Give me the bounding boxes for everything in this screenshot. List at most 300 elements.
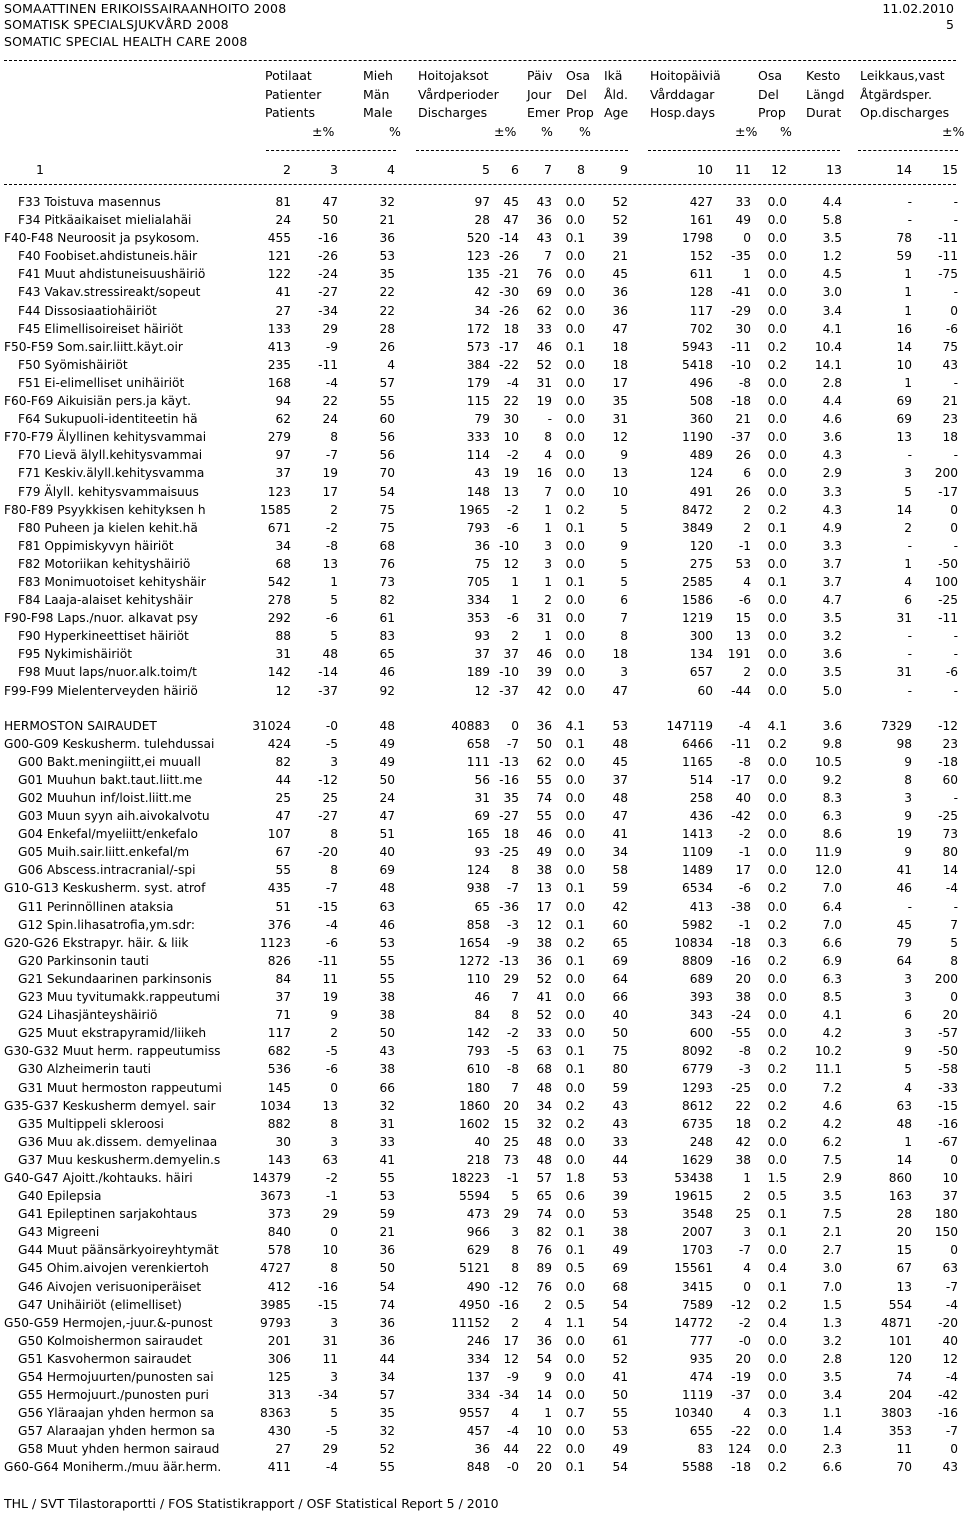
table-cell: -2 — [325, 520, 338, 535]
table-cell: 18 — [503, 321, 519, 336]
table-cell: 48 — [612, 791, 628, 805]
table-cell: 0 — [950, 502, 958, 517]
table-cell: -0 — [325, 718, 338, 733]
table-cell: 189 — [466, 665, 490, 680]
table-cell: 40 — [942, 1333, 958, 1348]
table-cell: 0.0 — [565, 1424, 585, 1439]
table-cell: 15 — [503, 1116, 519, 1131]
table-cell: 353 — [888, 1424, 912, 1439]
table-cell: 0 — [950, 990, 958, 1005]
table-cell: 38 — [379, 1062, 395, 1077]
table-cell: -29 — [731, 303, 751, 318]
table-cell: 0.1 — [565, 231, 585, 246]
data-table — [0, 193, 960, 1477]
table-cell: 78 — [896, 231, 912, 246]
table-row — [0, 1422, 960, 1440]
table-cell: 80 — [942, 845, 958, 860]
table-cell: 40 — [735, 791, 751, 805]
table-cell: 13 — [735, 629, 751, 644]
table-cell: 1 — [904, 267, 912, 282]
table-cell: 8363 — [259, 1406, 291, 1421]
table-cell: 36 — [379, 1333, 395, 1348]
table-cell: -4 — [506, 1424, 519, 1439]
table-row — [0, 1205, 960, 1223]
table-cell: 31024 — [252, 718, 291, 733]
table-cell: 19 — [896, 827, 912, 842]
table-cell: 16 — [536, 466, 552, 481]
table-cell: 2 — [743, 520, 751, 535]
row-label: G00-G09 Keskusherm. tulehdussai — [4, 736, 215, 751]
table-cell: 10 — [896, 357, 912, 372]
table-cell: -25 — [938, 809, 958, 824]
table-cell: 0.0 — [565, 863, 585, 878]
table-cell: 9 — [620, 448, 628, 463]
table-cell: 5594 — [458, 1189, 490, 1204]
table-cell: 4.6 — [822, 412, 842, 427]
table-cell: -16 — [318, 231, 338, 246]
table-cell: 163 — [888, 1189, 912, 1204]
table-cell: -4 — [945, 1297, 958, 1312]
table-cell: 46 — [896, 881, 912, 896]
table-cell: -10 — [499, 665, 519, 680]
table-cell: 52 — [612, 1351, 628, 1366]
table-cell: 0.0 — [767, 321, 787, 336]
table-row — [0, 1151, 960, 1169]
table-cell: -4 — [325, 917, 338, 932]
table-cell: 0.2 — [565, 502, 585, 517]
table-cell: 18 — [942, 430, 958, 445]
table-cell: 52 — [536, 1008, 552, 1023]
table-cell: 44 — [379, 1351, 395, 1366]
table-cell: 32 — [536, 1116, 552, 1131]
table-cell: 258 — [689, 791, 713, 805]
table-cell: 2.9 — [822, 1170, 842, 1185]
row-label: F90-F98 Laps./nuor. alkavat psy — [4, 611, 198, 626]
table-cell: 0.2 — [565, 1098, 585, 1113]
table-cell: 0.0 — [767, 1243, 787, 1258]
table-row — [0, 898, 960, 916]
row-label: G30-G32 Muut herm. rappeutumiss — [4, 1044, 221, 1059]
table-cell: 1654 — [458, 935, 490, 950]
table-cell: 29 — [322, 321, 338, 336]
table-cell: 7 — [511, 990, 519, 1005]
table-cell: 10 — [322, 1243, 338, 1258]
column-number: 10 — [697, 162, 713, 177]
table-cell: 7.5 — [822, 1207, 842, 1222]
table-cell: 0.0 — [767, 267, 787, 282]
table-cell: 0.1 — [565, 339, 585, 354]
table-cell: -24 — [318, 267, 338, 282]
table-cell: 0.1 — [565, 520, 585, 535]
table-cell: 3 — [904, 990, 912, 1005]
table-cell: 13 — [536, 881, 552, 896]
table-cell: 0.0 — [767, 754, 787, 769]
table-cell: 1 — [904, 375, 912, 390]
table-cell: 55 — [379, 1460, 395, 1475]
table-cell: 8 — [511, 1243, 519, 1258]
table-cell: 65 — [379, 647, 395, 662]
table-cell: 148 — [466, 484, 490, 499]
table-cell: 0.0 — [565, 285, 585, 300]
table-cell: 25 — [735, 1207, 751, 1222]
row-label: F83 Monimuotoiset kehityshäir — [18, 574, 206, 589]
table-cell: 0.0 — [767, 213, 787, 228]
table-cell: -6 — [945, 665, 958, 680]
table-cell: 0.1 — [565, 953, 585, 968]
table-cell: 0.0 — [767, 538, 787, 553]
table-cell: 44 — [612, 1152, 628, 1167]
table-cell: 3.6 — [822, 430, 842, 445]
table-cell: -37 — [499, 683, 519, 698]
row-label: G43 Migreeni — [18, 1225, 100, 1240]
table-cell: -5 — [325, 736, 338, 751]
table-cell: -8 — [325, 538, 338, 553]
table-cell: 49 — [735, 213, 751, 228]
table-cell: 13 — [503, 484, 519, 499]
table-cell: 702 — [689, 321, 713, 336]
table-cell: -25 — [938, 593, 958, 608]
column-header-9-line-1: Kesto — [806, 68, 841, 83]
table-cell: 6735 — [681, 1116, 713, 1131]
table-cell: 0.0 — [767, 845, 787, 860]
table-cell: 111 — [466, 754, 490, 769]
table-cell: 24 — [322, 412, 338, 427]
table-cell: -50 — [938, 1044, 958, 1059]
table-cell: 4 — [743, 574, 751, 589]
table-cell: 36 — [379, 1315, 395, 1330]
table-cell: 76 — [379, 556, 395, 571]
table-cell: 47 — [612, 809, 628, 824]
table-cell: 334 — [466, 593, 490, 608]
table-cell: 0.0 — [565, 683, 585, 698]
table-cell: 52 — [379, 1442, 395, 1457]
table-cell: -4 — [325, 1460, 338, 1475]
table-cell: 4 — [544, 448, 552, 463]
table-cell: 218 — [466, 1152, 490, 1167]
table-cell: 17 — [735, 863, 751, 878]
table-cell: 59 — [379, 1207, 395, 1222]
table-cell: 124 — [727, 1442, 751, 1457]
header-divider — [4, 60, 956, 61]
table-cell: -5 — [325, 1044, 338, 1059]
table-cell: 0.2 — [767, 1098, 787, 1113]
column-header-3-line-2: Vårdperioder — [418, 86, 499, 102]
table-cell: 840 — [267, 1225, 291, 1240]
table-cell: 147119 — [666, 718, 713, 733]
table-cell: 0.0 — [565, 195, 585, 209]
table-cell: -34 — [318, 303, 338, 318]
column-number: 5 — [482, 162, 490, 177]
table-cell: 3.0 — [822, 285, 842, 300]
row-label: G31 Muut hermoston rappeutumi — [18, 1080, 222, 1095]
table-cell: 3 — [904, 791, 912, 805]
table-cell: 0.0 — [565, 772, 585, 787]
table-cell: 0.0 — [767, 990, 787, 1005]
table-cell: 0 — [743, 1279, 751, 1294]
table-cell: 180 — [934, 1207, 958, 1222]
table-cell: 22 — [503, 394, 519, 409]
table-cell: 0.2 — [767, 736, 787, 751]
table-cell: 83 — [379, 629, 395, 644]
table-cell: 31 — [612, 412, 628, 427]
table-cell: 55 — [379, 1170, 395, 1185]
table-cell: 27 — [275, 1442, 291, 1457]
table-cell: -4 — [325, 375, 338, 390]
footer-source: THL / SVT Tilastoraportti / FOS Statistikrapport / OSF Statistical Report 5 / 2010 — [4, 1496, 499, 1511]
table-cell: -16 — [499, 772, 519, 787]
table-cell: 3.7 — [822, 556, 842, 571]
table-cell: 658 — [466, 736, 490, 751]
table-cell: 0.2 — [767, 917, 787, 932]
column-header-10-line-2: Åtgärdsper. — [860, 86, 933, 102]
table-cell: 36 — [612, 285, 628, 300]
table-cell: 23 — [942, 736, 958, 751]
table-cell: 0.0 — [767, 1388, 787, 1403]
table-cell: 65 — [612, 935, 628, 950]
table-cell: 2007 — [681, 1225, 713, 1240]
table-row — [0, 302, 960, 320]
table-cell: 69 — [612, 1261, 628, 1276]
table-cell: 14 — [896, 339, 912, 354]
table-cell: 0.0 — [565, 1207, 585, 1222]
column-number: 4 — [387, 162, 395, 177]
table-cell: 682 — [267, 1044, 291, 1059]
table-cell: 3849 — [681, 520, 713, 535]
table-cell: 8 — [330, 863, 338, 878]
table-cell: 55 — [379, 971, 395, 986]
table-row — [0, 1133, 960, 1151]
table-cell: 74 — [536, 791, 552, 805]
table-cell: 0.0 — [767, 1080, 787, 1095]
table-cell: 6 — [904, 593, 912, 608]
table-cell: 172 — [466, 321, 490, 336]
table-cell: 11 — [322, 1351, 338, 1366]
table-cell: 2 — [904, 520, 912, 535]
table-cell: 49 — [612, 1243, 628, 1258]
table-row — [0, 753, 960, 771]
table-cell: 353 — [466, 611, 490, 626]
table-cell: 0.0 — [767, 394, 787, 409]
table-cell: 36 — [474, 1442, 490, 1457]
table-cell: 0.0 — [767, 611, 787, 626]
table-row — [0, 843, 960, 861]
table-cell: 40 — [612, 1008, 628, 1023]
table-cell: -9 — [506, 1370, 519, 1384]
column-number: 13 — [826, 162, 842, 177]
table-cell: -18 — [731, 1460, 751, 1475]
table-cell: 6466 — [681, 736, 713, 751]
table-cell: 15561 — [674, 1261, 713, 1276]
column-header-3-line-1: Hoitojaksot — [418, 68, 489, 83]
table-cell: -6 — [325, 1062, 338, 1077]
table-cell: 600 — [689, 1026, 713, 1041]
table-cell: 52 — [612, 195, 628, 209]
table-cell: 473 — [466, 1207, 490, 1222]
table-cell: 5588 — [681, 1460, 713, 1475]
table-cell: 37 — [474, 647, 490, 662]
table-cell: 38 — [735, 1152, 751, 1167]
table-cell: 0 — [330, 1225, 338, 1240]
table-cell: 49 — [379, 754, 395, 769]
table-row — [0, 1024, 960, 1042]
table-cell: - — [953, 683, 958, 698]
table-cell: 54 — [612, 1297, 628, 1312]
table-cell: -15 — [318, 899, 338, 914]
table-cell: 0.4 — [767, 1315, 787, 1330]
table-cell: 0.1 — [565, 1062, 585, 1077]
table-cell: 68 — [379, 538, 395, 553]
table-cell: 3415 — [681, 1279, 713, 1294]
table-cell: 93 — [474, 629, 490, 644]
table-cell: 573 — [466, 339, 490, 354]
table-cell: 0 — [950, 1243, 958, 1258]
table-row — [0, 807, 960, 825]
table-cell: 56 — [379, 448, 395, 463]
table-cell: 0.0 — [565, 791, 585, 805]
table-cell: 1 — [544, 574, 552, 589]
table-cell: 49 — [536, 845, 552, 860]
table-row — [0, 1259, 960, 1277]
table-cell: 38 — [612, 1225, 628, 1240]
table-cell: 7 — [950, 917, 958, 932]
table-cell: 384 — [466, 357, 490, 372]
table-cell: 376 — [267, 917, 291, 932]
table-cell: 200 — [934, 466, 958, 481]
table-cell: -4 — [945, 881, 958, 896]
table-row — [0, 717, 960, 735]
table-cell: 8 — [511, 1008, 519, 1023]
table-cell: 5 — [620, 556, 628, 571]
table-cell: 14 — [536, 1388, 552, 1403]
table-cell: 0.0 — [767, 412, 787, 427]
table-cell: 5 — [620, 502, 628, 517]
table-cell: 938 — [466, 881, 490, 896]
table-cell: 33 — [612, 1134, 628, 1149]
table-row — [0, 265, 960, 283]
table-cell: 59 — [612, 1080, 628, 1095]
table-cell: 48 — [896, 1116, 912, 1131]
table-cell: 28 — [379, 321, 395, 336]
table-cell: 50 — [612, 1388, 628, 1403]
table-cell: 5 — [904, 484, 912, 499]
row-label: G54 Hermojuurten/punosten sai — [18, 1370, 214, 1384]
table-cell: 29 — [503, 971, 519, 986]
row-label: G41 Epileptinen sarjakohtaus — [18, 1207, 198, 1222]
table-cell: 53 — [612, 1424, 628, 1439]
table-cell: 41 — [612, 827, 628, 842]
table-cell: 69 — [896, 412, 912, 427]
table-row — [0, 320, 960, 338]
table-cell: 313 — [267, 1388, 291, 1403]
row-label: G40 Epilepsia — [18, 1189, 102, 1204]
row-label: F41 Muut ahdistuneisuushäiriö — [18, 267, 206, 282]
table-cell: 47 — [612, 683, 628, 698]
report-title-fi: SOMAATTINEN ERIKOISSAIRAANHOITO 2008 — [4, 1, 287, 16]
table-cell: 88 — [275, 629, 291, 644]
table-cell: 142 — [466, 1026, 490, 1041]
table-cell: 56 — [474, 772, 490, 787]
table-cell: 0.0 — [565, 1442, 585, 1457]
table-cell: 55 — [612, 1406, 628, 1421]
table-cell: 168 — [267, 375, 291, 390]
table-cell: 56 — [379, 430, 395, 445]
row-label: G56 Yläraajan yhden hermon sa — [18, 1406, 215, 1421]
table-cell: - — [907, 683, 912, 698]
table-cell: 7329 — [880, 718, 912, 733]
table-cell: 45 — [896, 917, 912, 932]
table-cell: 393 — [689, 990, 713, 1005]
table-cell: -36 — [499, 899, 519, 914]
table-cell: 12 — [942, 1351, 958, 1366]
table-cell: 1190 — [681, 430, 713, 445]
table-cell: 55 — [379, 953, 395, 968]
table-cell: 0.0 — [767, 303, 787, 318]
table-cell: 333 — [466, 430, 490, 445]
table-cell: 0.4 — [767, 1261, 787, 1276]
table-cell: 21 — [735, 412, 751, 427]
table-cell: 0.0 — [565, 1152, 585, 1167]
table-cell: -6 — [506, 520, 519, 535]
table-row — [0, 573, 960, 591]
table-cell: 0.0 — [565, 1134, 585, 1149]
table-cell: -24 — [731, 1008, 751, 1023]
row-label: G36 Muu ak.dissem. demyelinaa — [18, 1134, 218, 1149]
table-row — [0, 916, 960, 934]
table-cell: -4 — [945, 1370, 958, 1384]
row-label: G10-G13 Keskusherm. syst. atrof — [4, 881, 206, 896]
table-cell: 334 — [466, 1351, 490, 1366]
table-cell: -15 — [938, 1098, 958, 1113]
table-cell: -0 — [506, 1460, 519, 1475]
table-cell: 69 — [474, 809, 490, 824]
table-cell: 0 — [950, 1152, 958, 1167]
table-cell: 34 — [275, 538, 291, 553]
table-cell: 2585 — [681, 574, 713, 589]
unit-label: % — [389, 124, 401, 139]
table-cell: 9 — [904, 754, 912, 769]
table-cell: 5 — [330, 1406, 338, 1421]
table-cell: 7.0 — [822, 881, 842, 896]
column-number: 9 — [620, 162, 628, 177]
table-cell: 66 — [379, 1080, 395, 1095]
table-cell: 36 — [536, 718, 552, 733]
table-cell: -10 — [731, 357, 751, 372]
table-cell: 4 — [387, 357, 395, 372]
table-cell: 292 — [267, 611, 291, 626]
table-row — [0, 609, 960, 627]
table-cell: 145 — [267, 1080, 291, 1095]
table-row — [0, 1440, 960, 1458]
row-label: F60-F69 Aikuisiän pers.ja käyt. — [4, 394, 192, 409]
table-cell: 121 — [267, 249, 291, 264]
table-cell: -50 — [938, 556, 958, 571]
table-cell: 3 — [904, 466, 912, 481]
table-cell: 41 — [536, 990, 552, 1005]
table-cell: -15 — [318, 1297, 338, 1312]
table-cell: 1489 — [681, 863, 713, 878]
table-cell: 63 — [536, 1044, 552, 1059]
table-cell: -55 — [731, 1026, 751, 1041]
table-row — [0, 374, 960, 392]
table-cell: 22 — [379, 285, 395, 300]
row-label: G02 Muuhun inf/loist.liitt.me — [18, 791, 192, 805]
table-cell: 3 — [330, 754, 338, 769]
table-cell: 0.0 — [565, 375, 585, 390]
table-cell: 36 — [536, 213, 552, 228]
table-cell: 2.9 — [822, 466, 842, 481]
table-cell: 0.1 — [767, 1279, 787, 1294]
table-cell: - — [907, 213, 912, 228]
